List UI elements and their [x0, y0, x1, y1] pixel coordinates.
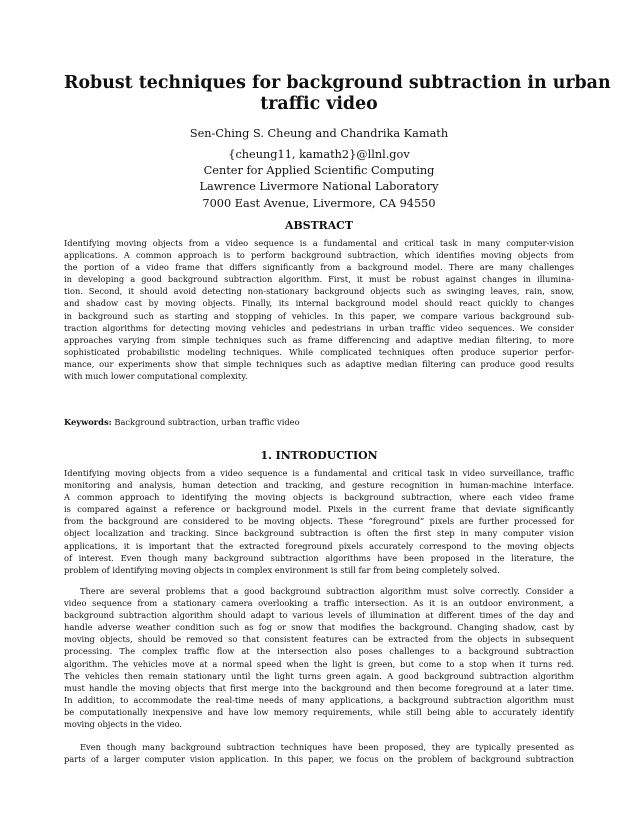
text-line: be computationally inexpensive and have low memory requirements, while still being able to accurately identify — [64, 706, 574, 717]
abstract-paragraph — [64, 237, 574, 382]
text-line: video sequence from a stationary camera overlooking a traffic intersection. As it is an outdoor environment, a — [64, 598, 574, 609]
keywords-line — [64, 416, 574, 428]
affiliation-line: Center for Applied Scientific Computing — [203, 164, 435, 178]
text-line: approaches varying from simple techniques such as frame differencing and adaptive median filtering, to more — [64, 334, 574, 345]
text-line: must handle the moving objects that first merge into the background and then become foreground at a later time. — [64, 682, 574, 693]
text-line: A common approach to identifying the moving objects is background subtraction, where each video frame — [64, 492, 574, 503]
text-line: traction algorithms for detecting moving vehicles and pedestrians in urban traffic video sequences. We consider — [64, 322, 574, 333]
text-line: monitoring and analysis, human detection and tracking, and gesture recognition in human-machine interface. — [64, 480, 574, 491]
paper-title — [64, 73, 611, 115]
text-line: with much lower computational complexity. — [64, 371, 248, 382]
text-line: There are several problems that a good background subtraction algorithm must solve correctly. Consider a — [80, 586, 574, 596]
text-line: tion. Second, it should avoid detecting non-stationary background objects such as swinging leaves, rain, snow, — [64, 286, 574, 297]
affiliation-line: Lawrence Livermore National Laboratory — [199, 180, 439, 194]
text-line: processing. The complex traffic flow at the intersection also poses challenges to a background subtraction — [64, 646, 574, 657]
text-line: in background such as starting and stopping of vehicles. In this paper, we compare various background sub- — [64, 310, 574, 321]
text-line: problem of identifying moving objects in complex environment is still far from being completely solved. — [64, 564, 500, 575]
section-heading-introduction: 1. INTRODUCTION — [260, 449, 378, 462]
text-line: from the background are considered to be moving objects. These “foreground” pixels are further processed for — [64, 516, 574, 527]
text-line: moving objects in the video. — [64, 719, 183, 730]
text-line: Identifying moving objects from a video sequence is a fundamental and critical task in many computer-vision — [64, 238, 574, 248]
text-line: is compared against a reference or background model. Pixels in the current frame that deviate significantly — [64, 504, 574, 515]
text-line: applications. A common approach is to perform background subtraction, which identifies moving objects from — [64, 250, 574, 261]
text-line: In addition, to accommodate the real-time needs of many applications, a background subtraction algorithm must — [64, 694, 574, 705]
title-line: traffic video — [260, 94, 378, 114]
text-line: and shadow cast by moving objects. Finally, its internal background model should react quickly to changes — [64, 298, 574, 309]
text-line: applications, it is important that the extracted foreground pixels accurately correspond to the moving objects — [64, 540, 574, 551]
intro-paragraph-3 — [64, 741, 574, 765]
text-line: handle adverse weather condition such as fog or snow that modifies the background. Changing shadow, cast by — [64, 622, 574, 633]
text-line: the portion of a video frame that differs significantly from a background model. There are many challenges — [64, 262, 574, 273]
text-line: Even though many background subtraction techniques have been proposed, they are typically presented as — [80, 742, 574, 752]
text-line: of interest. Even though many background subtraction algorithms have been proposed in the literature, the — [64, 552, 574, 563]
abstract-heading: ABSTRACT — [285, 219, 353, 232]
text-line: Identifying moving objects from a video sequence is a fundamental and critical task in video surveillance, traffic — [64, 468, 574, 478]
text-line: sophisticated probabilistic modeling techniques. While complicated techniques often produce superior perfor- — [64, 346, 574, 357]
text-line: in developing a good background subtraction algorithm. First, it must be robust against changes in illumina- — [64, 274, 574, 285]
intro-paragraph-2 — [64, 585, 574, 730]
text-line: background subtraction algorithm should adapt to various levels of illumination at different times of the day and — [64, 610, 574, 621]
text-line: The vehicles then remain stationary until the light turns green again. A good background subtraction algorithm — [64, 670, 574, 681]
affiliation-address: 7000 East Avenue, Livermore, CA 94550 — [202, 196, 436, 210]
text-line: moving objects, should be removed so that consistent features can be extracted from the objects in subsequent — [64, 634, 574, 645]
text-line: mance, our experiments show that simple techniques such as adaptive median filtering can produce good results — [64, 358, 574, 369]
keywords-label: Keywords: — [64, 417, 112, 427]
author-names: Sen-Ching S. Cheung and Chandrika Kamath — [189, 127, 449, 140]
intro-paragraph-1 — [64, 467, 574, 576]
title-line: Robust techniques for background subtraction in urban — [64, 73, 611, 93]
keywords-text: Background subtraction, urban traffic video — [114, 417, 300, 427]
text-line: algorithm. The vehicles move at a normal speed when the light is green, but come to a stop when it turns red. — [64, 658, 574, 669]
affiliation-block — [64, 147, 574, 212]
author-emails: {cheung11, kamath2}@llnl.gov — [228, 148, 410, 161]
text-line: parts of a larger computer vision application. In this paper, we focus on the problem of background subtraction — [64, 754, 574, 765]
text-line: object localization and tracking. Since background subtraction is often the first step in many computer vision — [64, 528, 574, 539]
